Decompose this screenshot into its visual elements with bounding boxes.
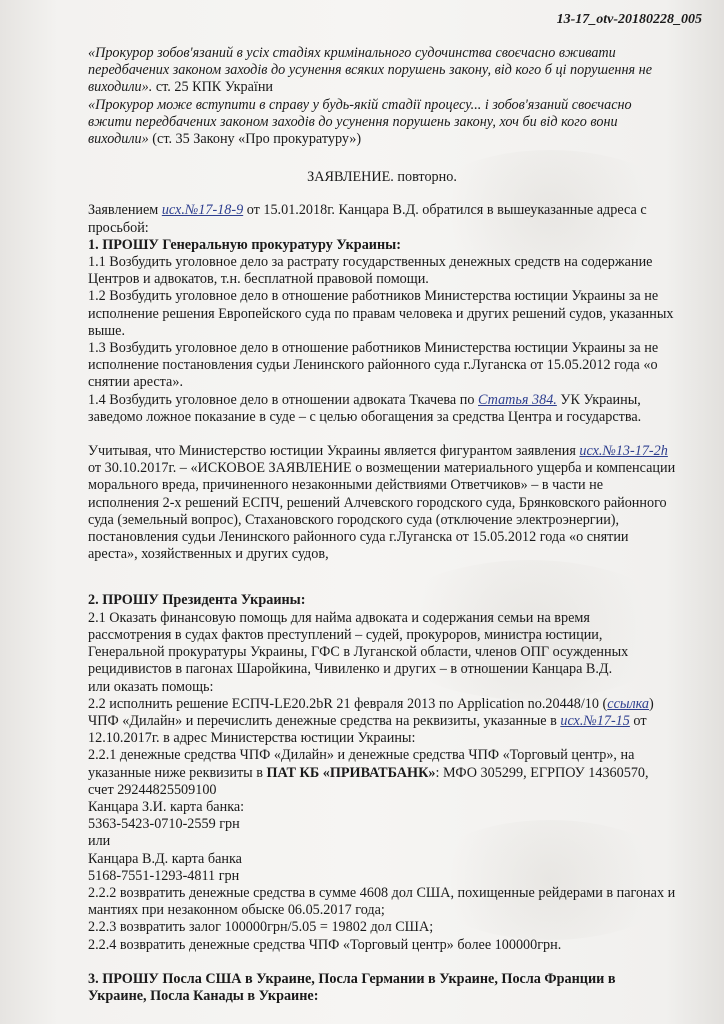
- intro-text-end: от 15.01.2018г. Канцара В.Д. обратился в вышеуказанные адреса с просьбой:: [88, 202, 647, 236]
- section-2-item-2-3: 2.2.3 возвратить залог 100000грн/5.05 = 19802 дол США;: [88, 919, 434, 936]
- card-1-number: 5363-5423-0710-2559 грн: [88, 816, 240, 833]
- section-1-item-2: 1.2 Возбудить уголовное дело в отношение работников Министерства юстиции Украины за не исполнение решения Европейского суда по правам человека и других решений судов, указанных выше.: [88, 288, 674, 339]
- item-2-2-text-start: 2.2 исполнить решение ЕСПЧ-LE20.2bR 21 февраля 2013 по Application no.20448/10 (: [88, 695, 608, 712]
- epigraph-1: [88, 45, 676, 97]
- epigraph-source-2: (ст. 35 Закону «Про прокуратуру»): [148, 131, 362, 148]
- section-1-item-1: 1.1 Возбудить уголовное дело за растрату государственных денежных средств на содержание Центров и адвокатов, т.н. бесплатной правовой помощи.: [88, 254, 653, 288]
- echr-link[interactable]: ссылка: [607, 695, 650, 712]
- document-body: [88, 45, 676, 1005]
- section-2-item-1-tail: или оказать помощь:: [88, 678, 214, 695]
- document-heading: ЗАЯВЛЕНИЕ. повторно.: [307, 169, 457, 186]
- bank-requisites: : МФО 305299, ЕГРПОУ 14360570, счет 29244825509100: [88, 764, 649, 798]
- ministry-text-start: Учитывая, что Министерство юстиции Украины является фигурантом заявления: [88, 443, 580, 460]
- item-4-text-start: 1.4 Возбудить уголовное дело в отношении адвоката Ткачева по: [88, 391, 478, 408]
- epigraph-2: [88, 97, 676, 149]
- claim-reference-link[interactable]: исх.№13-17-2h: [579, 443, 668, 460]
- item-2-2-text-end: от 12.10.2017г. в адрес Министерства юстиции Украины:: [88, 712, 647, 747]
- intro-reference-link[interactable]: исх.№17-18-9: [161, 202, 244, 219]
- article-384-link[interactable]: Статья 384.: [478, 391, 557, 408]
- requisites-reference-link[interactable]: исх.№17-15: [560, 712, 630, 729]
- card-2-label: Канцара В.Д. карта банка: [88, 850, 242, 867]
- item-2-2-1-text-start: 2.2.1 денежные средства ЧПФ «Дилайн» и денежные средства ЧПФ «Торговый центр», на указанные ниже реквизиты в: [88, 747, 635, 781]
- spacer: [88, 580, 676, 592]
- section-2-title: 2. ПРОШУ Президента Украины:: [88, 592, 306, 609]
- epigraph-source-1: ст. 25 КПК України: [152, 79, 274, 96]
- document-id: 13-17_otv-20180228_005: [556, 12, 702, 27]
- card-1-label: Канцара З.И. карта банка:: [88, 798, 245, 815]
- section-1-item-4: [88, 392, 676, 426]
- intro-paragraph: [88, 202, 676, 236]
- section-1-item-3: 1.3 Возбудить уголовное дело в отношение работников Министерства юстиции Украины за не исполнение постановления судьи Ленинского районного суда г.Луганска от 15.05.2012 года «о снятии ареста».: [88, 340, 659, 391]
- spacer: [88, 563, 676, 580]
- section-2-item-2: [88, 696, 676, 748]
- ministry-paragraph: [88, 443, 676, 563]
- section-2-item-2-4: 2.2.4 возвратить денежные средства ЧПФ «Торговый центр» более 100000грн.: [88, 936, 562, 953]
- section-1-title: 1. ПРОШУ Генеральную прокуратуру Украины:: [88, 236, 401, 253]
- spacer: [88, 954, 676, 971]
- bank-name: ПАТ КБ «ПРИВАТБАНК»: [266, 764, 436, 781]
- section-2-item-1: 2.1 Оказать финансовую помощь для найма адвоката и содержания семьи на время рассмотрения в судах фактов преступлений – судей, прокуроров, министра юстиции, Генеральной прокуратуры Украины, ГФС в Луганской области, членов ОПГ осужденных рецидивистов в пагонах Шаройкина, Чивиленко и других – в отношении Канцара В.Д.: [88, 609, 629, 678]
- epigraph-quote-2: «Прокурор може вступити в справу у будь-якій стадії процесу... і зобов'язаний своєчасно вжити передбачених законом заходів до усунення порушень закону, хоч би від кого вони виходили»: [88, 96, 632, 148]
- epigraph-quote-1: «Прокурор зобов'язаний в усіх стадіях кримінального судочинства своєчасно вживати передбачених законом заходів до усунення всяких порушень закону, від кого б ці порушення не виходили».: [88, 45, 652, 96]
- section-3-title: 3. ПРОШУ Посла США в Украине, Посла Германии в Украине, Посла Франции в Украине, Посла Канады в Украине:: [88, 970, 616, 1004]
- item-2-2-text-mid: ) ЧПФ «Дилайн» и перечислить денежные средства на реквизиты, указанные в: [88, 695, 654, 729]
- section-2-item-2-2: 2.2.2 возвратить денежные средства в сумме 4608 дол США, похищенные рейдерами в пагонах и мантиях при незаконном обыске 06.05.2017 года;: [88, 884, 676, 919]
- or-label: или: [88, 833, 111, 850]
- intro-text-start: Заявлением: [88, 202, 162, 219]
- ministry-text-end: от 30.10.2017г. – «ИСКОВОЕ ЗАЯВЛЕНИЕ о возмещении материального ущерба и компенсации морального вреда, причиненного незаконными действиями Ответчиков» – в части не исполнения 2-х решений ЕСПЧ, решений Алчевского городского суда, Брянковского районного суда (земельный вопрос), Стахановского городского суда (отключение электроэнергии), постановления судьи Ленинского районного суда г.Луганска от 15.05.2012 года «о снятии ареста», хозяйственных и других судов,: [88, 460, 676, 563]
- card-2-number: 5168-7551-1293-4811 грн: [88, 867, 240, 884]
- spacer: [88, 426, 676, 443]
- section-2-item-2-1: [88, 747, 676, 799]
- item-4-text-end: УК Украины, заведомо ложное показание в суде – с целью обогащения за средства Центра и государства.: [88, 391, 642, 425]
